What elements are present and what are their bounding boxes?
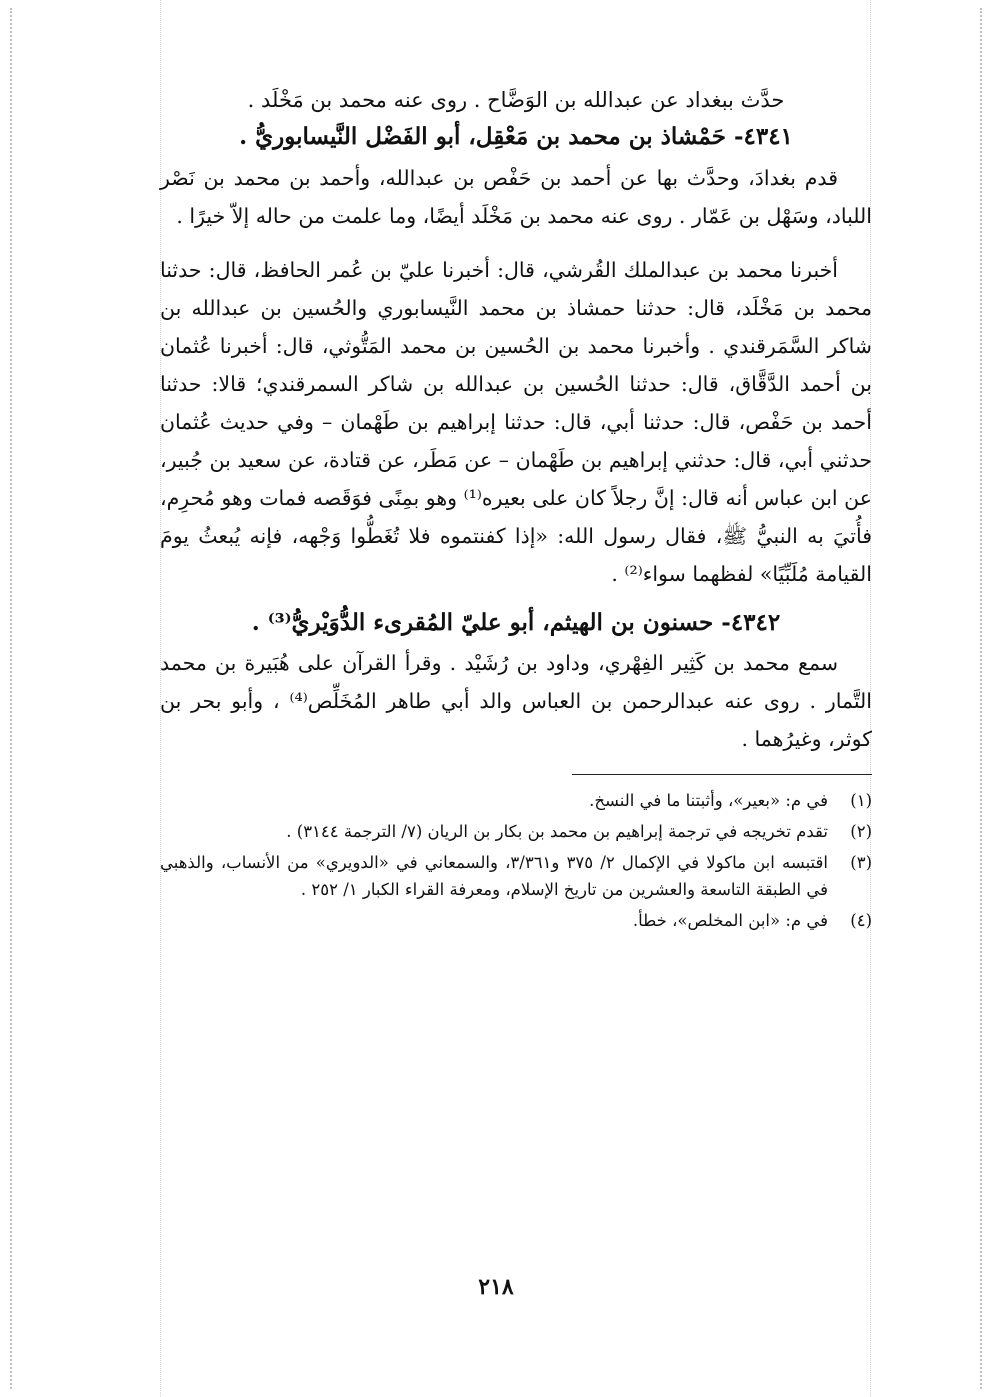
entry-paragraph: سمع محمد بن كَثِير الفِهْري، وداود بن رُشَيْد . وقرأ القرآن على هُبَيرة بن محمد التَّمار . روى عنه عبدالرحمن بن العباس والد أبي طاهر المُخَلِّص⁽⁴⁾ ، وأبو بحر بن كوثر، وغيرُهما . (160, 651, 872, 752)
entry-paragraph: قدم بغدادَ، وحدَّث بها عن أحمد بن حَفْص بن عبدالله، وأحمد بن محمد بن نَصْر اللباد، وسَهْل بن عَمّار . روى عنه محمد بن مَخْلَد أيضًا، وما علمت من حاله إلاّ خيرًا . (160, 165, 872, 228)
intro-line: حدَّث ببغداد عن عبدالله بن الوَضَّاح . روى عنه محمد بن مَخْلَد . (247, 88, 785, 112)
footnote-text: تقدم تخريجه في ترجمة إبراهيم بن محمد بن بكار بن الريان (٧/ الترجمة ٣١٤٤) . (286, 822, 828, 842)
footnote-separator (572, 774, 872, 775)
page-number: ٢١٨ (478, 1274, 514, 1300)
entry-4342 (160, 609, 872, 759)
footnote-text: في م: «بعير»، وأثبتنا ما في النسخ. (589, 791, 828, 811)
entry-4341 (160, 123, 872, 593)
footnote-number: (٤) (850, 911, 872, 931)
footnote (160, 907, 872, 934)
footnotes (160, 787, 872, 934)
entry-paragraph: أخبرنا محمد بن عبدالملك القُرشي، قال: أخبرنا عليّ بن عُمر الحافظ، قال: حدثنا محمد بن مَخْلَد، قال: حدثنا حمشاذ بن محمد النَّيسابوري والحُسين بن عبدالله بن شاكر السَّمَرقندي . وأخبرنا محمد بن الحُسين بن محمد المَتُّوثي، قال: أخبرنا عُثمان بن أحمد الدَّقَّاق، قال: حدثنا الحُسين بن عبدالله بن شاكر السمرقندي؛ قالا: حدثنا أحمد بن حَفْص، قال: حدثنا أبي، قال: حدثنا إبراهيم بن طَهْمان – وفي حديث عُثمان حدثني أبي، قال: حدثني إبراهيم بن طَهْمان – عن مَطَر، عن قتادة، عن سعيد بن جُبير، عن ابن عباس أنه قال: إنَّ رجلاً كان على بعيره⁽¹⁾ وهو بمِنًى فوَقَصه فمات وهو مُحرِم، فأُتيَ به النبيُّ ﷺ، فقال رسول الله: «إذا كفنتموه فلا تُغَطُّوا وَجْهه، فإنه يُبعثُ يومَ القيامة مُلَبِّيًا» لفظهما سواء⁽²⁾ . (160, 257, 872, 586)
page-body (160, 88, 872, 938)
footnote-text: في م: «ابن المخلص»، خطأ. (632, 911, 828, 931)
footnote-number: (٢) (850, 822, 872, 842)
entry-heading: ٤٣٤١- حَمْشاذ بن محمد بن مَعْقِل، أبو الفَضْل النَّيسابوريُّ . (239, 123, 793, 151)
footnote-number: (٣) (850, 853, 872, 873)
entry-heading: ٤٣٤٢- حسنون بن الهيثم، أبو عليّ المُقرىء الدُّوَيْريُّ⁽³⁾ . (251, 608, 781, 636)
footnote-number: (١) (850, 791, 872, 811)
footnote-text: اقتبسه ابن ماكولا في الإكمال ٢/ ٣٧٥ و٣/٣٦١، والسمعاني في «الدويري» من الأنساب، والذهبي في الطبقة التاسعة والعشرين من تاريخ الإسلام، ومعرفة القراء الكبار ١/ ٢٥٢ . (160, 853, 829, 900)
footnote (160, 849, 872, 903)
footnote (160, 787, 872, 814)
footnote (160, 818, 872, 845)
